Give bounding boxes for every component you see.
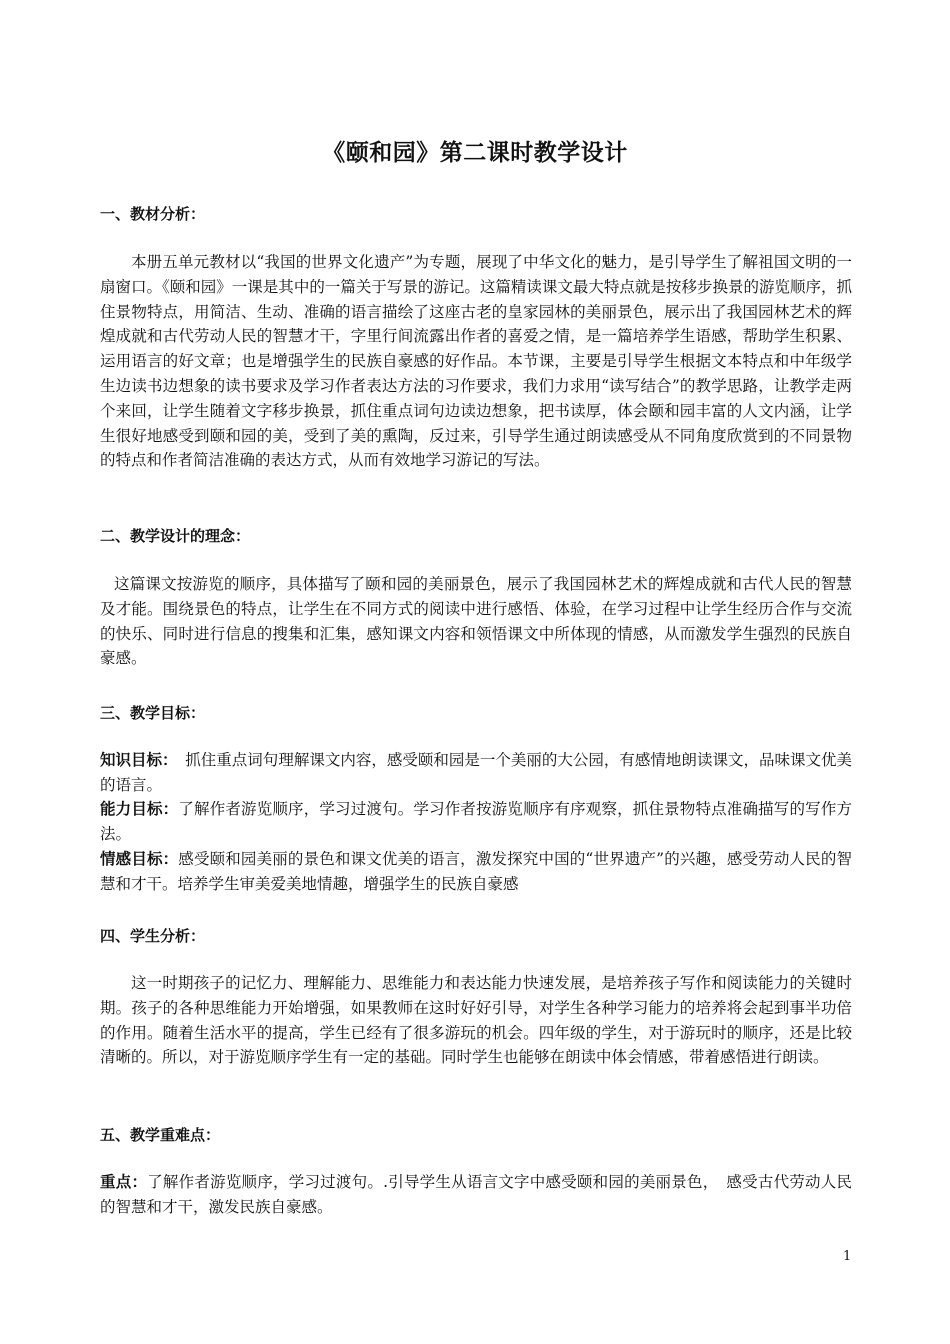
goal-emotion-text: 感受颐和园美丽的景色和课文优美的语言，激发探究中国的“世界遗产”的兴趣，感受劳动人民的智慧和才干。培养学生审美爱美地情趣，增强学生的民族自豪感 (100, 850, 852, 893)
page-number: 1 (843, 1249, 852, 1264)
goal-emotion-label: 情感目标： (100, 849, 179, 868)
goal-knowledge-text: 抓住重点词句理解课文内容，感受颐和园是一个美丽的大公园，有感情地朗读课文，品味课文优美的语言。 (100, 751, 852, 794)
key-point-text: 了解作者游览顺序，学习过渡句。.引导学生从语言文字中感受颐和园的美丽景色， 感受古代劳动人民的智慧和才干，激发民族自豪感。 (100, 1173, 852, 1216)
key-point (100, 1170, 852, 1220)
section-heading-design-concept: 二、教学设计的理念： (100, 527, 251, 545)
goal-ability-label: 能力目标： (100, 799, 179, 818)
document-title: 《颐和园》第二课时教学设计 (322, 139, 628, 166)
section-heading-textbook-analysis: 一、教材分析： (100, 205, 206, 223)
section-heading-teaching-goals: 三、教学目标： (100, 704, 206, 722)
section-text-design-concept: 这篇课文按游览的顺序，具体描写了颐和园的美丽景色，展示了我国园林艺术的辉煌成就和古代人民的智慧及才能。围绕景色的特点，让学生在不同方式的阅读中进行感悟、体验，在学习过程中让学生经历合作与交流的快乐、同时进行信息的搜集和汇集，感知课文内容和领悟课文中所体现的情感，从而激发学生强烈的民族自豪感。 (100, 575, 852, 668)
goal-ability-text: 了解作者游览顺序，学习过渡句。学习作者按游览顺序有序观察，抓住景物特点准确描写的写作方法。 (100, 800, 852, 843)
goal-emotion (100, 847, 852, 897)
key-point-label: 重点： (100, 1172, 148, 1191)
section-heading-student-analysis: 四、学生分析： (100, 927, 206, 945)
section-text-student-analysis: 这一时期孩子的记忆力、理解能力、思维能力和表达能力快速发展，是培养孩子写作和阅读能力的关键时期。孩子的各种思维能力开始增强，如果教师在这时好好引导，对学生各种学习能力的培养将会起到事半功倍的作用。随着生活水平的提高，学生已经有了很多游玩的机会。四年级的学生，对于游玩时的顺序，还是比较清晰的。所以，对于游览顺序学生有一定的基础。同时学生也能够在朗读中体会情感，带着感悟进行朗读。 (100, 974, 852, 1067)
goal-knowledge-label: 知识目标： (100, 750, 170, 769)
goal-knowledge (100, 748, 852, 798)
section-heading-key-difficult-points: 五、教学重难点： (100, 1126, 221, 1144)
goal-ability (100, 797, 852, 847)
section-text-textbook-analysis: 本册五单元教材以“我国的世界文化遗产”为专题，展现了中华文化的魅力，是引导学生了解祖国文明的一扇窗口。《颐和园》一课是其中的一篇关于写景的游记。这篇精读课文最大特点就是按移步换景的游览顺序，抓住景物特点，用简洁、生动、准确的语言描绘了这座古老的皇家园林的美丽景色，展示出了我国园林艺术的辉煌成就和古代劳动人民的智慧才干，字里行间流露出作者的喜爱之情，是一篇培养学生语感，帮助学生积累、运用语言的好文章；也是增强学生的民族自豪感的好作品。本节课，主要是引导学生根据文本特点和中年级学生边读书边想象的读书要求及学习作者表达方法的习作要求，我们力求用“读写结合”的教学思路，让教学走两个来回，让学生随着文字移步换景，抓住重点词句边读边想象，把书读厚，体会颐和园丰富的人文内涵，让学生很好地感受到颐和园的美，受到了美的熏陶，反过来，引导学生通过朗读感受从不同角度欣赏到的不同景物的特点和作者简洁准确的表达方式，从而有效地学习游记的写法。 (100, 253, 852, 470)
